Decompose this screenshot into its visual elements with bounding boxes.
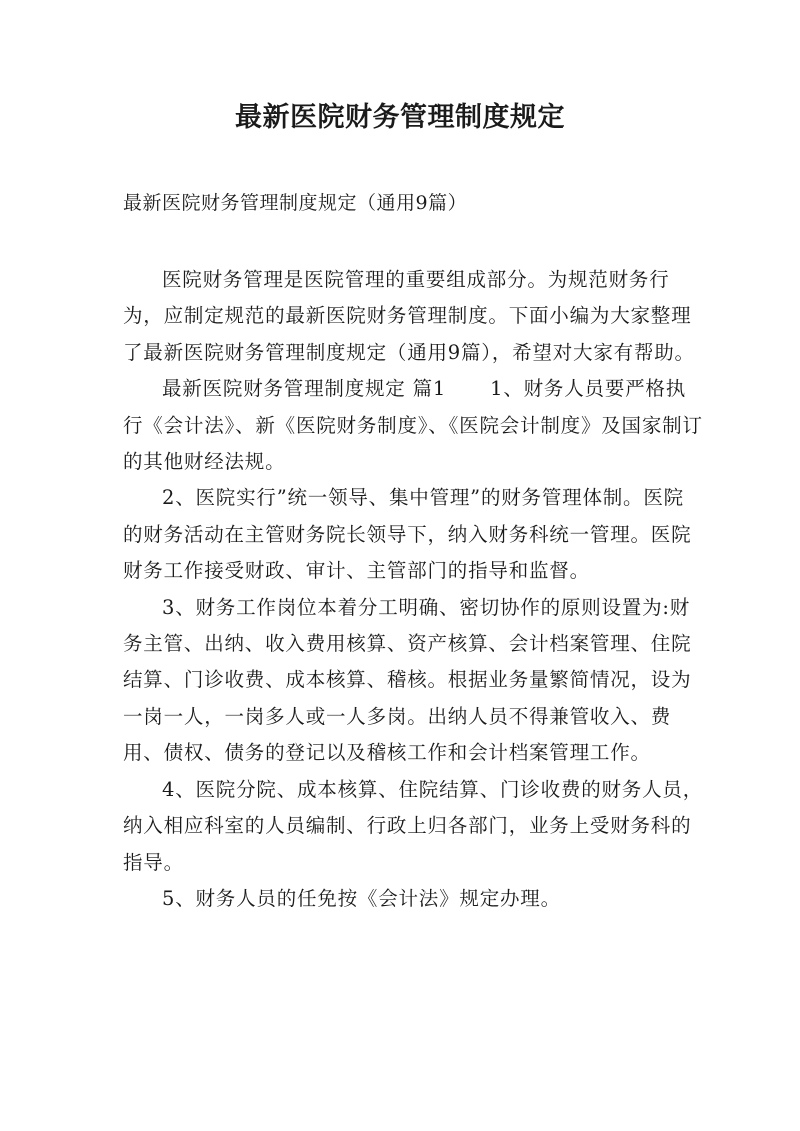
item-3: 3、财务工作岗位本着分工明确、密切协作的原则设置为:财务主管、出纳、收入费用核算、资产核算、会计档案管理、住院结算、门诊收费、成本核算、稽核。根据业务量繁简情况，设为一岗一人，一岗多人或一人多岗。出纳人员不得兼管收入、费用、债权、债务的登记以及稽核工作和会计档案管理工作。 bbox=[123, 595, 692, 765]
section-paragraph bbox=[123, 371, 703, 480]
item-4: 4、医院分院、成本核算、住院结算、门诊收费的财务人员，纳入相应科室的人员编制、行政上归各部门，业务上受财务科的指导。 bbox=[123, 777, 704, 874]
item-5: 5、财务人员的任免按《会计法》规定办理。 bbox=[162, 886, 561, 910]
document-subtitle: 最新医院财务管理制度规定（通用9篇） bbox=[123, 192, 468, 214]
document-title: 最新医院财务管理制度规定 bbox=[235, 102, 565, 133]
section-heading: 最新医院财务管理制度规定 篇1 bbox=[162, 377, 447, 401]
document-body bbox=[123, 262, 703, 917]
intro-paragraph: 医院财务管理是医院管理的重要组成部分。为规范财务行为，应制定规范的最新医院财务管理制度。下面小编为大家整理了最新医院财务管理制度规定（通用9篇），希望对大家有帮助。 bbox=[123, 268, 695, 364]
item-1: 1、财务人员要严格执行《会计法》、新《医院财务制度》、《医院会计制度》及国家制订的其他财经法规。 bbox=[123, 377, 703, 474]
item-2: 2、医院实行”统一领导、集中管理”的财务管理体制。医院的财务活动在主管财务院长领导下，纳入财务科统一管理。医院财务工作接受财政、审计、主管部门的指导和监督。 bbox=[123, 486, 692, 583]
